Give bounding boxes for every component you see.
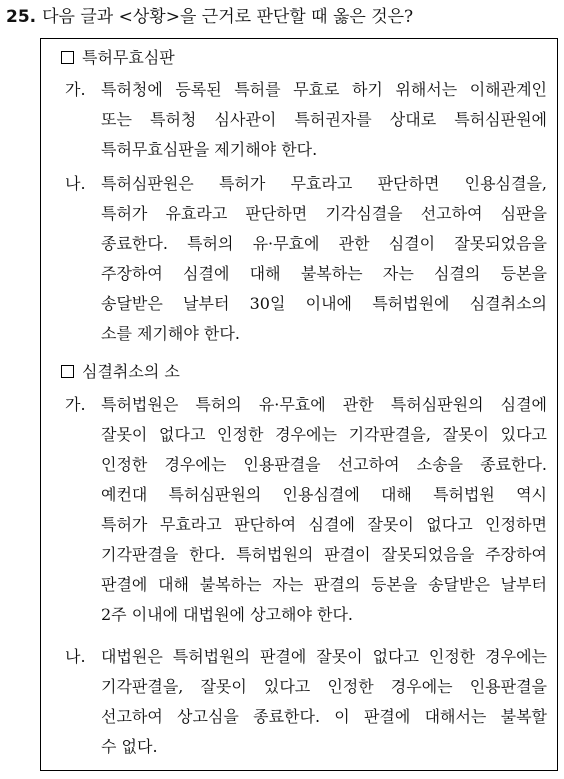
section-title-appeal <box>61 361 180 383</box>
item-text <box>101 642 547 762</box>
text-line: 예컨대 특허심판원의 인용심결에 대해 특허법원 역시 <box>101 485 547 504</box>
text-line: 선고하여 상고심을 종료한다. 이 판결에 대해서는 불복할 <box>101 707 547 726</box>
text-line: 2주 이내에 대법원에 상고해야 한다. <box>101 605 353 624</box>
item-marker: 가. <box>65 395 86 414</box>
text-line: 또는 특허청 심사관이 특허권자를 상대로 특허심판원에 <box>101 110 547 129</box>
text-line: 특허무효심판을 제기해야 한다. <box>101 140 318 159</box>
item-text <box>101 390 547 630</box>
item-text <box>101 169 547 349</box>
question-heading <box>6 4 413 30</box>
text-line: 소를 제기해야 한다. <box>101 324 240 343</box>
text-line: 특허법원은 특허의 유·무효에 관한 특허심판원의 심결에 <box>101 395 547 414</box>
passage-box <box>40 38 558 771</box>
item-marker: 나. <box>65 174 86 193</box>
question-number: 25. <box>6 7 37 27</box>
text-line: 잘못이 없다고 인정한 경우에는 기각판결을, 잘못이 있다고 <box>101 425 547 444</box>
text-line: 수 없다. <box>101 737 158 756</box>
text-line: 특허심판원은 특허가 무효라고 판단하면 인용심결을, <box>101 174 547 193</box>
square-bullet-icon <box>61 51 74 64</box>
text-line: 주장하여 심결에 대해 불복하는 자는 심결의 등본을 <box>101 264 547 283</box>
item-text <box>101 75 547 165</box>
text-line: 기각판결을 한다. 특허법원의 판결이 잘못되었음을 주장하여 <box>101 545 547 564</box>
text-line: 특허청에 등록된 특허를 무효로 하기 위해서는 이해관계인 <box>101 80 547 99</box>
text-line: 종료한다. 특허의 유·무효에 관한 심결이 잘못되었음을 <box>101 234 547 253</box>
section-title-text: 심결취소의 소 <box>82 362 180 381</box>
text-line: 판결에 대해 불복하는 자는 판결의 등본을 송달받은 날부터 <box>101 575 547 594</box>
square-bullet-icon <box>61 365 74 378</box>
question-text: 다음 글과 <상황>을 근거로 판단할 때 옳은 것은? <box>42 7 414 27</box>
item-marker: 가. <box>65 80 86 99</box>
text-line: 특허가 무효라고 판단하여 심결에 잘못이 없다고 인정하면 <box>101 515 547 534</box>
text-line: 송달받은 날부터 30일 이내에 특허법원에 심결취소의 <box>101 294 547 313</box>
section-title-invalidation <box>61 47 175 69</box>
text-line: 특허가 유효라고 판단하면 기각심결을 선고하여 심판을 <box>101 204 547 223</box>
text-line: 인정한 경우에는 인용판결을 선고하여 소송을 종료한다. <box>101 455 547 474</box>
section-title-text: 특허무효심판 <box>82 48 175 67</box>
text-line: 대법원은 특허법원의 판결에 잘못이 없다고 인정한 경우에는 <box>101 647 547 666</box>
item-marker: 나. <box>65 647 86 666</box>
text-line: 기각판결을, 잘못이 있다고 인정한 경우에는 인용판결을 <box>101 677 547 696</box>
